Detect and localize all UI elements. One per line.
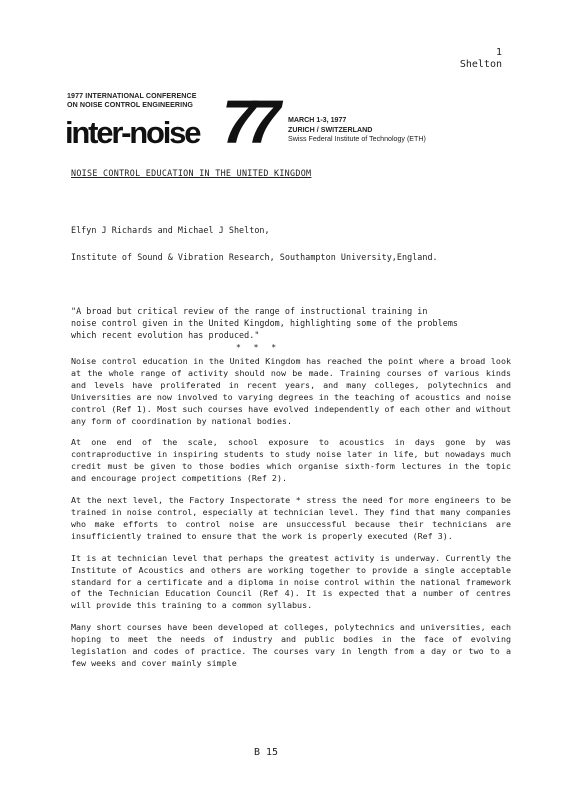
section-separator: * * * xyxy=(236,343,281,352)
paper-title: NOISE CONTROL EDUCATION IN THE UNITED KINGDOM xyxy=(71,168,312,178)
paragraph: Many short courses have been developed at colleges, polytechnics and universities, each hoping to meet the needs of industry and public bodies in the face of evolving legislation and codes of practice. The courses vary in length from a day or two to a few weeks and cover mainly simple xyxy=(71,622,511,668)
author-tag: Shelton xyxy=(459,59,502,70)
logo-brand: inter-noise xyxy=(65,115,200,150)
conference-institute: Swiss Federal Institute of Technology (ETH) xyxy=(288,135,426,143)
page-header-right xyxy=(460,47,502,71)
conference-location: ZURICH / SWITZERLAND xyxy=(288,125,373,134)
abstract-line-1: "A broad but critical review of the range of instructional training in xyxy=(71,306,428,316)
logo-year: 77 xyxy=(222,88,272,156)
paper-authors: Elfyn J Richards and Michael J Shelton, xyxy=(71,225,270,235)
conference-date: MARCH 1-3, 1977 xyxy=(288,116,347,124)
abstract-line-3: which recent evolution has produced." xyxy=(71,330,260,340)
conference-line-1: 1977 INTERNATIONAL CONFERENCE xyxy=(67,92,197,100)
page-code: B 15 xyxy=(254,747,279,758)
conference-meta xyxy=(288,116,426,145)
conference-line-2: ON NOISE CONTROL ENGINEERING xyxy=(67,101,194,109)
paragraph: At one end of the scale, school exposure to acoustics in days gone by was contraproductive in inspiring students to study noise later in life, but nowadays much credit must be given to those bodies which organise sixth-form lectures in the topic and encourage project competitions (Ref 2). xyxy=(71,437,511,484)
paper-affiliation: Institute of Sound & Vibration Research, Southampton University,England. xyxy=(71,252,438,262)
abstract-line-2: noise control given in the United Kingdom, highlighting some of the problems xyxy=(71,318,459,328)
paragraph: It is at technician level that perhaps the greatest activity is underway. Currently the Institute of Acoustics and others are working together to provide a single acceptable standard for a certificate and a diploma in noise control within the national framework of the Technician Education Council (Ref 4). It is expected that a number of centres will provide this training to a common syllabus. xyxy=(71,552,511,611)
page-number: 1 xyxy=(495,47,502,58)
paper-body xyxy=(71,356,511,680)
paragraph: At the next level, the Factory Inspectorate * stress the need for more engineers to be trained in noise control, especially at technician level. They find that many companies who make efforts to control noise are unsuccessful because their technicians are insufficiently trained to ensure that the work is properly executed (Ref 3). xyxy=(71,495,511,541)
paragraph: Noise control education in the United Kingdom has reached the point where a broad look at the whole range of activity should now be made. Training courses of various kinds and levels have proliferated in recent years, and many colleges, polytechnics and Universities are now involved to varying degrees in the teaching of acoustics and noise control (Ref 1). Most such courses have evolved independently of each other and without any form of coordination by national bodies. xyxy=(71,356,511,426)
